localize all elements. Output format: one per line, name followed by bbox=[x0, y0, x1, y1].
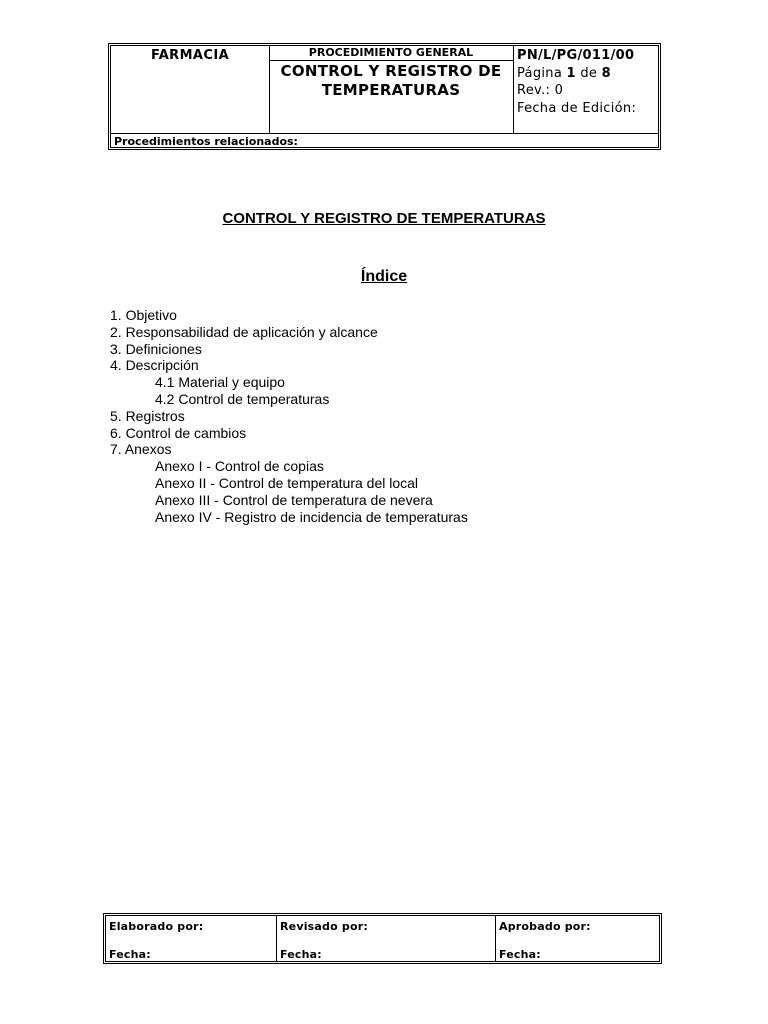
header-divider bbox=[513, 46, 514, 133]
toc-item: Anexo III - Control de temperatura de nevera bbox=[155, 491, 433, 508]
header-divider bbox=[111, 133, 658, 134]
document-meta bbox=[517, 47, 636, 117]
signature-box bbox=[103, 913, 662, 964]
date-label: Fecha: bbox=[499, 948, 541, 961]
header-title bbox=[269, 62, 513, 100]
document-header bbox=[108, 43, 661, 150]
page-of: de bbox=[580, 65, 598, 81]
procedure-type: PROCEDIMIENTO GENERAL bbox=[269, 46, 513, 61]
revision-value: 0 bbox=[554, 83, 564, 98]
revision bbox=[517, 82, 636, 100]
date-label: Fecha: bbox=[109, 948, 151, 961]
reviewed-by-label: Revisado por: bbox=[280, 920, 368, 933]
toc-item: 2. Responsabilidad de aplicación y alcance bbox=[110, 323, 378, 340]
toc-item: Anexo I - Control de copias bbox=[155, 458, 324, 475]
page-number bbox=[517, 65, 636, 83]
header-title-line: TEMPERATURAS bbox=[321, 81, 461, 99]
toc-item: 1. Objetivo bbox=[110, 307, 177, 323]
document-title: CONTROL Y REGISTRO DE TEMPERATURAS bbox=[222, 210, 546, 227]
prepared-by-cell bbox=[106, 916, 276, 961]
page-current: 1 bbox=[566, 65, 576, 81]
table-of-contents bbox=[110, 307, 468, 525]
toc-item: 4. Descripción bbox=[110, 357, 199, 374]
page-total: 8 bbox=[601, 65, 611, 81]
revision-label: Rev.: bbox=[517, 83, 551, 98]
toc-item: 4.2 Control de temperaturas bbox=[155, 390, 330, 407]
department-name: FARMACIA bbox=[150, 48, 230, 63]
approved-by-cell bbox=[495, 916, 659, 961]
date-label: Fecha: bbox=[280, 948, 322, 961]
index-heading: Índice bbox=[360, 268, 408, 285]
toc-item: 4.1 Material y equipo bbox=[155, 374, 285, 391]
document-code: PN/L/PG/011/00 bbox=[517, 48, 635, 63]
prepared-by-label: Elaborado por: bbox=[109, 920, 204, 933]
toc-item: 3. Definiciones bbox=[110, 340, 202, 357]
header-title-line: CONTROL Y REGISTRO DE bbox=[280, 62, 502, 80]
approved-by-label: Aprobado por: bbox=[499, 920, 591, 933]
reviewed-by-cell bbox=[276, 916, 496, 961]
toc-item: Anexo IV - Registro de incidencia de temperaturas bbox=[155, 508, 468, 525]
toc-item: 7. Anexos bbox=[110, 441, 172, 458]
edition-date-label: Fecha de Edición: bbox=[517, 100, 637, 116]
related-procedures-label: Procedimientos relacionados: bbox=[114, 135, 298, 148]
toc-item: 6. Control de cambios bbox=[110, 424, 247, 441]
toc-item: Anexo II - Control de temperatura del local bbox=[155, 474, 419, 491]
page-label: Página bbox=[517, 65, 563, 81]
toc-item: 5. Registros bbox=[110, 407, 185, 424]
